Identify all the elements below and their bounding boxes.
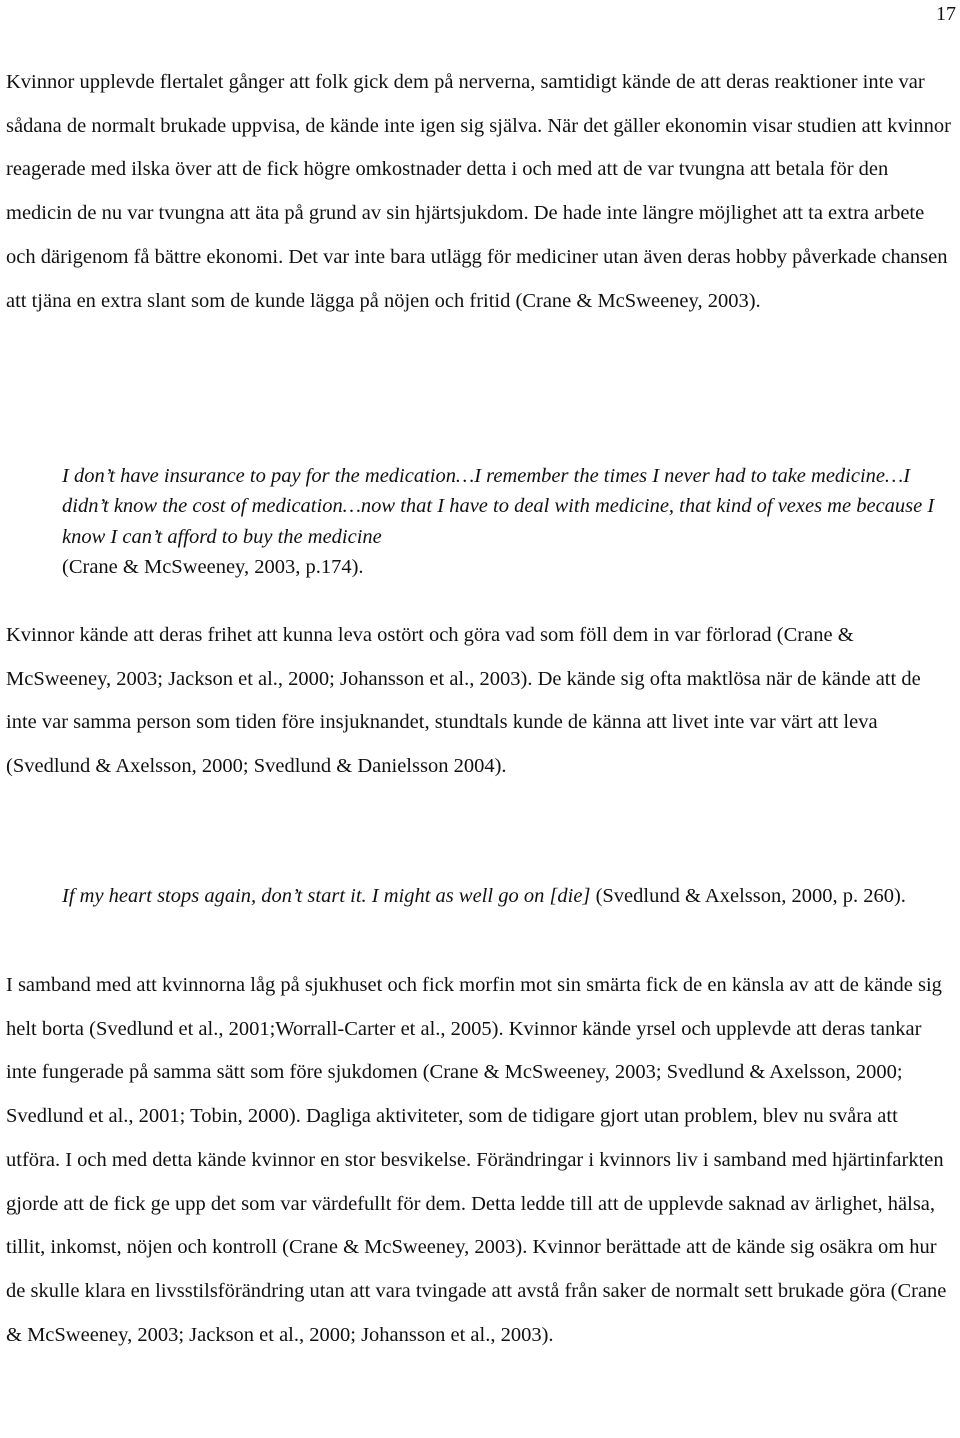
quote-2-citation: (Svedlund & Axelsson, 2000, p. 260). (595, 885, 906, 907)
block-quote-2 (62, 881, 952, 912)
quote-1-citation: (Crane & McSweeney, 2003, p.174). (62, 555, 364, 578)
block-quote-1 (62, 461, 952, 582)
quote-1-text: I don’t have insurance to pay for the medication…I remember the times I never had to take medicine…I didn’t know the cost of medication…now that I have to deal with medicine, that kind of vexes me because I know I can’t afford to buy the medicine (62, 465, 935, 548)
body-paragraph-2: Kvinnor kände att deras frihet att kunna leva ostört och göra vad som föll dem in var förlorad (Crane & McSweeney, 2003; Jackson et al., 2000; Johansson et al., 2003). De kände sig ofta maktlösa när de kände att de inte var samma person som tiden före insjuknandet, stundtals kunde de känna att livet inte var värt att leva (Svedlund & Axelsson, 2000; Svedlund & Danielsson 2004). (6, 624, 921, 778)
page-number: 17 (936, 3, 956, 25)
body-paragraph-1: Kvinnor upplevde flertalet gånger att folk gick dem på nerverna, samtidigt kände de att deras reaktioner inte var sådana de normalt brukade uppvisa, de kände inte igen sig själva. När det gäller ekonomin visar studien att kvinnor reagerade med ilska över att de fick högre omkostnader detta i och med att de var tvungna att betala för den medicin de nu var tvungna att äta på grund av sin hjärtsjukdom. De hade inte längre möjlighet att ta extra arbete och därigenom få bättre ekonomi. Det var inte bara utlägg för mediciner utan även deras hobby påverkade chansen att tjäna en extra slant som de kunde lägga på nöjen och fritid (Crane & McSweeney, 2003). (6, 71, 952, 312)
quote-2-text: If my heart stops again, don’t start it. I might as well go on [die] (62, 885, 591, 907)
body-paragraph-3: I samband med att kvinnorna låg på sjukhuset och fick morfin mot sin smärta fick de en känsla av att de kände sig helt borta (Svedlund et al., 2001;Worrall-Carter et al., 2005). Kvinnor kände yrsel och upplevde att deras tankar inte fungerade på samma sätt som före sjukdomen (Crane & McSweeney, 2003; Svedlund & Axelsson, 2000; Svedlund et al., 2001; Tobin, 2000). Dagliga aktiviteter, som de tidigare gjort utan problem, blev nu svåra att utföra. I och med detta kände kvinnor en stor besvikelse. Förändringar i kvinnors liv i samband med hjärtinfarkten gjorde att de fick ge upp det som var värdefullt för dem. Detta ledde till att de upplevde saknad av ärlighet, hälsa, tillit, inkomst, nöjen och kontroll (Crane & McSweeney, 2003). Kvinnor berättade att de kände sig osäkra om hur de skulle klara en livsstilsförändring utan att vara tvingade att avstå från saker de normalt sett brukade göra (Crane & McSweeney, 2003; Jackson et al., 2000; Johansson et al., 2003). (6, 974, 947, 1346)
